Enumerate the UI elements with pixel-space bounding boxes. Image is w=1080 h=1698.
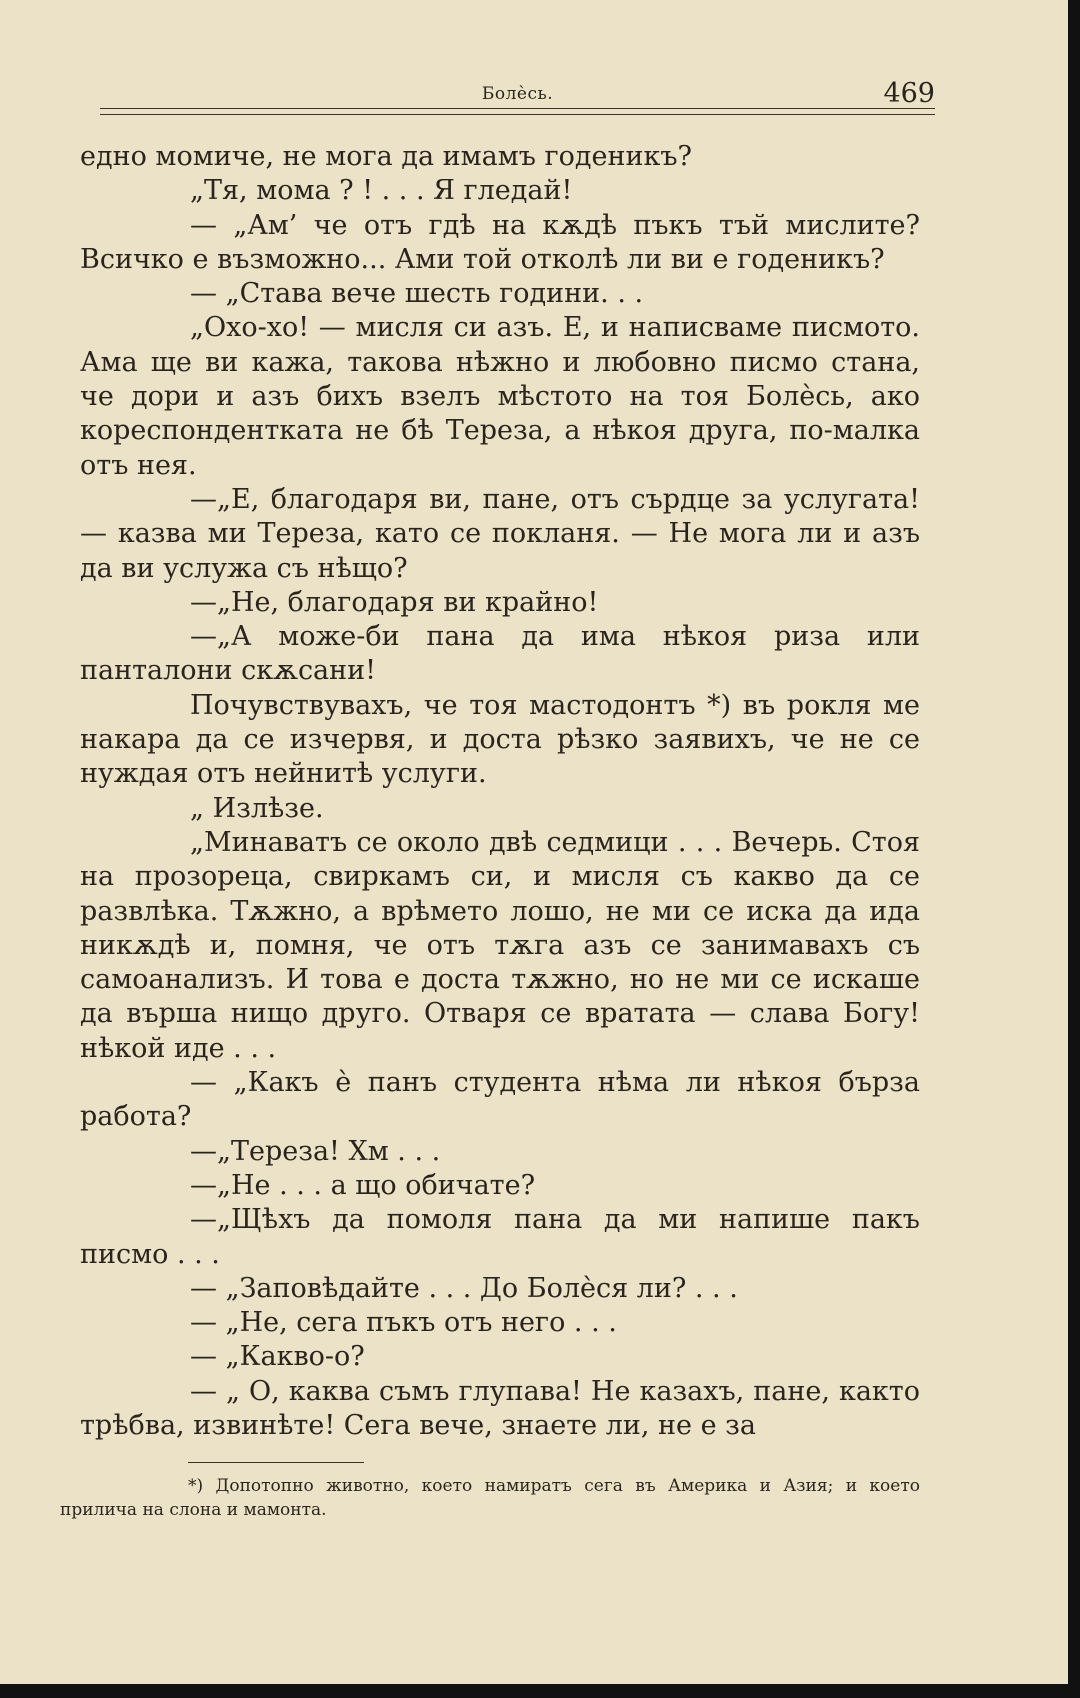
paragraph: — „Ам’ че отъ гдѣ на кѫдѣ пъкъ тъй мислите? Всичко е възможно... Ами той отколѣ ли ви е годеникъ?	[80, 209, 920, 275]
paragraph: —„Щѣхъ да помоля пана да ми напише пакъ писмо . . .	[80, 1204, 920, 1270]
paragraph: едно момиче, не мога да имамъ годеникъ?	[80, 141, 693, 172]
page-number: 469	[883, 78, 935, 109]
footnote-rule	[188, 1462, 364, 1463]
paragraph: „Минаватъ се около двѣ седмици . . . Вечерь. Стоя на прозореца, свиркамъ си, и мисля съ какво да се развлѣка. Тѫжно, а врѣмето лошо, не ми се иска да ида никѫдѣ и, помня, че отъ тѫга азъ се занимавахъ съ самоанализъ. И това е доста тѫжно, но не ми се искаше да върша нищо друго. Отваря се вратата — слава Богу! нѣкой иде . . .	[80, 826, 920, 1064]
paragraph: —„Не, благодаря ви крайно!	[190, 586, 599, 618]
body-text	[80, 140, 920, 1443]
paragraph: — „Заповѣдайте . . . До Болѐся ли? . . .	[190, 1272, 738, 1304]
paragraph: „Охо-хо! — мисля си азъ. Е, и написваме писмото. Ама ще ви кажа, такова нѣжно и любовно писмо стана, че дори и азъ бихъ взелъ мѣстото на тоя Болѐсь, ако кореспондентката не бѣ Тереза, а нѣкоя друга, по-малка отъ нея.	[80, 312, 920, 481]
paragraph: —„Тереза! Хм . . .	[190, 1135, 441, 1167]
paragraph: —„Е, благодаря ви, пане, отъ сърдце за услугата! — казва ми Тереза, като се покланя. — Не мога ли и азъ да ви услужа съ нѣщо?	[80, 483, 920, 584]
footnote	[60, 1474, 920, 1522]
paragraph: — „Става вече шесть години. . .	[190, 278, 644, 310]
paragraph: — „Какво-о?	[190, 1341, 365, 1373]
paragraph: Почувствувахъ, че тоя мастодонтъ *) въ рокля ме накара да се изчервя, и доста рѣзко заявихъ, че не се нуждая отъ нейнитѣ услуги.	[80, 689, 920, 790]
running-title: Болѐсь.	[481, 84, 554, 104]
paragraph: „ Излѣзе.	[190, 792, 324, 824]
paragraph: —„А може-би пана да има нѣкоя риза или панталони скѫсани!	[80, 621, 920, 687]
footnote-text: *) Допотопно животно, което намиратъ сега въ Америка и Азия; и което прилича на слона и мамонта.	[60, 1476, 920, 1520]
paragraph: — „Не, сега пъкъ отъ него . . .	[190, 1307, 617, 1339]
header-rule-thin	[100, 114, 935, 115]
paragraph: —„Не . . . а що обичате?	[190, 1169, 536, 1201]
paragraph: — „ О, каква съмъ глупава! Не казахъ, пане, както трѣбва, извинѣте! Сега вече, знаете ли, не е за	[80, 1375, 920, 1441]
paragraph: — „Какъ ѐ панъ студента нѣма ли нѣкоя бърза работа?	[80, 1067, 920, 1133]
paragraph: „Тя, мома ? ! . . . Я гледай!	[190, 175, 573, 207]
page-header	[100, 78, 935, 118]
header-rule	[100, 108, 935, 109]
